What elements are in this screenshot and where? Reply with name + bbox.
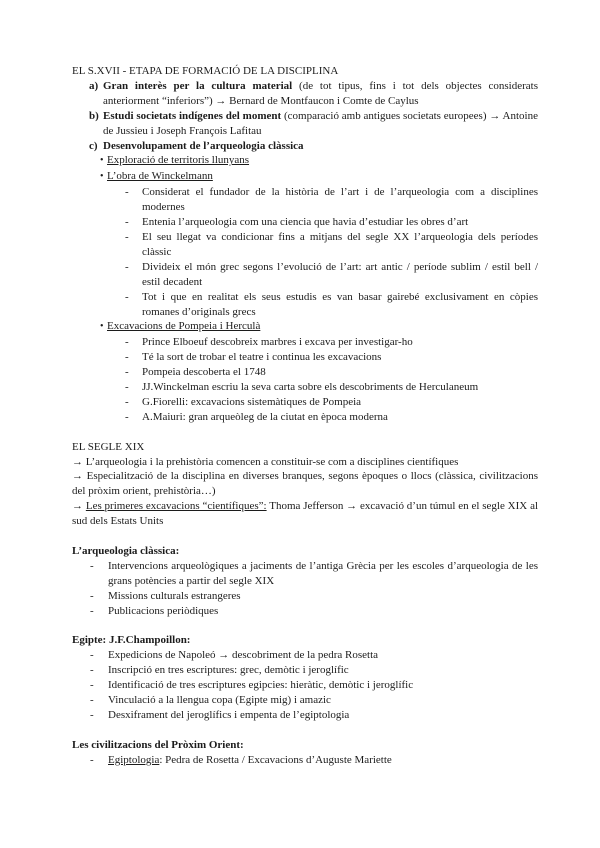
- text-run: [108, 604, 538, 619]
- text-run: [107, 153, 538, 168]
- plain-text: Intervencions arqueològiques a jaciments de l’antiga Grècia per les escoles d’arqueologia de les grans potències a partir del segle XIX: [108, 559, 538, 587]
- bold-text: Gran interès per la cultura material: [103, 79, 293, 92]
- bold-text: Egipte: J.F.Champoillon:: [72, 634, 191, 647]
- underlined-text: Excavacions de Pompeia i Herculà: [107, 320, 261, 333]
- bullet-marker: •: [100, 321, 104, 333]
- dash-marker: -: [90, 589, 94, 602]
- text-run: [72, 64, 538, 79]
- bold-text: Les civilitzacions del Pròxim Orient:: [72, 738, 244, 751]
- text-run: [142, 230, 538, 260]
- plain-text: EL S.XVII - ETAPA DE FORMACIÓ DE LA DISCIPLINA: [72, 65, 339, 77]
- blank-line: [72, 425, 538, 440]
- plain-text: → Especialització de la disciplina en diverses branques, segons èpoques o llocs (clàssica, civilitzacions del pròxim orient, prehistòria…): [72, 470, 538, 498]
- plain-text: Inscripció en tres escriptures: grec, demòtic i jeroglífic: [108, 664, 349, 677]
- dash-list-item: [72, 185, 538, 215]
- text-run: [142, 350, 538, 365]
- text-run: [142, 215, 538, 230]
- plain-text: JJ.Winckelman escriu la seva carta sobre els descobriments de Herculaneum: [142, 381, 479, 394]
- dash-marker: -: [90, 649, 94, 662]
- text-run: [72, 469, 538, 499]
- dash-marker: -: [125, 366, 129, 379]
- dash-list-item: [72, 604, 538, 619]
- bold-text: Desenvolupament de l’arqueologia clàssica: [103, 139, 304, 152]
- bullet-marker: •: [100, 155, 104, 167]
- text-run: [72, 633, 538, 648]
- plain-text: Vinculació a la llengua copa (Egipte mig) i amazic: [108, 694, 331, 707]
- dash-marker: -: [90, 664, 94, 677]
- text-run: [108, 708, 538, 723]
- text-run: [103, 79, 538, 109]
- alpha-marker: b): [89, 109, 99, 122]
- dash-marker: -: [90, 604, 94, 617]
- text-run: [142, 260, 538, 290]
- dash-list-item: [72, 663, 538, 678]
- text-run: [142, 395, 538, 410]
- dash-marker: -: [90, 679, 94, 692]
- section-heading: [72, 440, 538, 455]
- dash-marker: -: [125, 216, 129, 229]
- text-run: [108, 559, 538, 589]
- dash-list-item: [72, 365, 538, 380]
- plain-text: : Pedra de Rosetta / Excavacions d’Auguste Mariette: [159, 753, 392, 766]
- plain-text: Expedicions de Napoleó → descobriment de la pedra Rosetta: [108, 649, 379, 662]
- dash-marker: -: [125, 260, 129, 273]
- bullet-list-item: [72, 319, 538, 335]
- bold-text: L’arqueologia clàssica:: [72, 544, 180, 557]
- plain-text: → L’arqueologia i la prehistòria comencen a constituir-se com a disciplines científiques: [72, 455, 459, 468]
- dash-list-item: [72, 410, 538, 425]
- dash-list-item: [72, 260, 538, 290]
- text-run: [107, 169, 538, 184]
- section-heading: [72, 64, 538, 79]
- text-run: [72, 544, 538, 559]
- dash-marker: -: [125, 381, 129, 394]
- dash-list-item: [72, 693, 538, 708]
- paragraph: [72, 455, 538, 470]
- text-run: [142, 335, 538, 350]
- text-run: [108, 753, 538, 768]
- plain-text: Desxiframent del jeroglífics i empenta de l’egiptologia: [108, 708, 350, 721]
- paragraph: [72, 469, 538, 499]
- plain-text: A.Maiuri: gran arqueòleg de la ciutat en època moderna: [142, 410, 388, 423]
- text-run: [108, 648, 538, 663]
- plain-text: Pompeia descoberta el 1748: [142, 366, 266, 379]
- dash-marker: -: [125, 230, 129, 243]
- text-run: [103, 109, 538, 139]
- dash-marker: -: [125, 410, 129, 423]
- alpha-marker: c): [89, 139, 98, 152]
- dash-list-item: [72, 559, 538, 589]
- blank-line: [72, 723, 538, 738]
- text-run: [142, 410, 538, 425]
- plain-text: Considerat el fundador de la història de l’art i de l’arqueologia com a disciplines modernes: [142, 186, 538, 214]
- text-run: [142, 365, 538, 380]
- dash-list-item: [72, 335, 538, 350]
- alpha-list-item: [72, 109, 538, 139]
- dash-list-item: [72, 395, 538, 410]
- paragraph: [72, 499, 538, 529]
- plain-text: (comparació amb antigues societats europees) → Antoine de Jussieu i Joseph François Lafitau: [103, 109, 538, 137]
- plain-text: Publicacions periòdiques: [108, 604, 219, 617]
- subsection-title: [72, 633, 538, 648]
- dash-marker: -: [125, 186, 129, 199]
- plain-text: Identificació de tres escriptures egipcies: hieràtic, demòtic i jeroglífic: [108, 679, 414, 692]
- text-run: [72, 499, 538, 529]
- plain-text: EL SEGLE XIX: [72, 440, 145, 453]
- plain-text: Divideix el món grec segons l’evolució de l’art: art antic / període sublim / estil bell / estil decadent: [142, 260, 538, 288]
- alpha-marker: a): [89, 79, 99, 92]
- plain-text: Té la sort de trobar el teatre i continua les excavacions: [142, 351, 382, 364]
- dash-marker: -: [90, 694, 94, 707]
- dash-marker: -: [90, 753, 94, 766]
- underlined-text: Egiptologia: [108, 753, 160, 766]
- subsection-title: [72, 738, 538, 753]
- blank-line: [72, 619, 538, 634]
- dash-marker: -: [125, 290, 129, 303]
- text-run: [72, 440, 538, 455]
- blank-line: [72, 529, 538, 544]
- underlined-text: Exploració de territoris llunyans: [107, 154, 250, 167]
- text-run: [108, 663, 538, 678]
- bullet-list-item: [72, 153, 538, 169]
- plain-text: Prince Elboeuf descobreix marbres i excava per investigar-ho: [142, 336, 413, 349]
- dash-list-item: [72, 350, 538, 365]
- bold-text: Estudi societats indígenes del moment: [103, 109, 282, 122]
- text-run: [72, 455, 538, 470]
- dash-list-item: [72, 290, 538, 320]
- dash-marker: -: [90, 559, 94, 572]
- plain-text: Missions culturals estrangeres: [108, 589, 241, 602]
- text-run: [103, 139, 538, 154]
- alpha-list-item: [72, 79, 538, 109]
- text-run: [142, 380, 538, 395]
- bullet-list-item: [72, 169, 538, 185]
- plain-text: Entenia l’arqueologia com una ciencia que havia d’estudiar les obres d’art: [142, 216, 469, 229]
- dash-marker: -: [90, 708, 94, 721]
- text-run: [142, 290, 538, 320]
- dash-list-item: [72, 708, 538, 723]
- dash-list-item: [72, 230, 538, 260]
- dash-list-item: [72, 678, 538, 693]
- plain-text: Tot i que en realitat els seus estudis es van basar gairebé exclusivament en còpies romanes d’originals grecs: [142, 290, 538, 318]
- underlined-text: Les primeres excavacions “científiques”:: [85, 500, 267, 513]
- plain-text: →: [72, 500, 86, 513]
- dash-list-item: [72, 215, 538, 230]
- underlined-text: L’obra de Winckelmann: [107, 170, 213, 183]
- subsection-title: [72, 544, 538, 559]
- dash-list-item: [72, 380, 538, 395]
- plain-text: G.Fiorelli: excavacions sistemàtiques de Pompeia: [142, 395, 362, 408]
- dash-list-item: [72, 753, 538, 768]
- text-run: [107, 319, 538, 334]
- text-run: [108, 589, 538, 604]
- text-run: [72, 738, 538, 753]
- dash-marker: -: [125, 336, 129, 349]
- bullet-marker: •: [100, 171, 104, 183]
- text-run: [142, 185, 538, 215]
- dash-list-item: [72, 589, 538, 604]
- dash-marker: -: [125, 351, 129, 364]
- plain-text: El seu llegat va condicionar fins a mitjans del segle XX l’arqueologia dels períodes clàssic: [142, 230, 538, 258]
- dash-marker: -: [125, 395, 129, 408]
- text-run: [108, 693, 538, 708]
- plain-text: (de tot tipus, fins i tot dels objectes considerats anteriorment “inferiors”) → Bernard de Montfaucon i Comte de Caylus: [103, 79, 538, 107]
- plain-text: Thoma Jefferson → excavació d’un túmul en el segle XIX al sud dels Estats Units: [72, 500, 539, 528]
- text-run: [108, 678, 538, 693]
- dash-list-item: [72, 648, 538, 663]
- alpha-list-item: [72, 139, 538, 154]
